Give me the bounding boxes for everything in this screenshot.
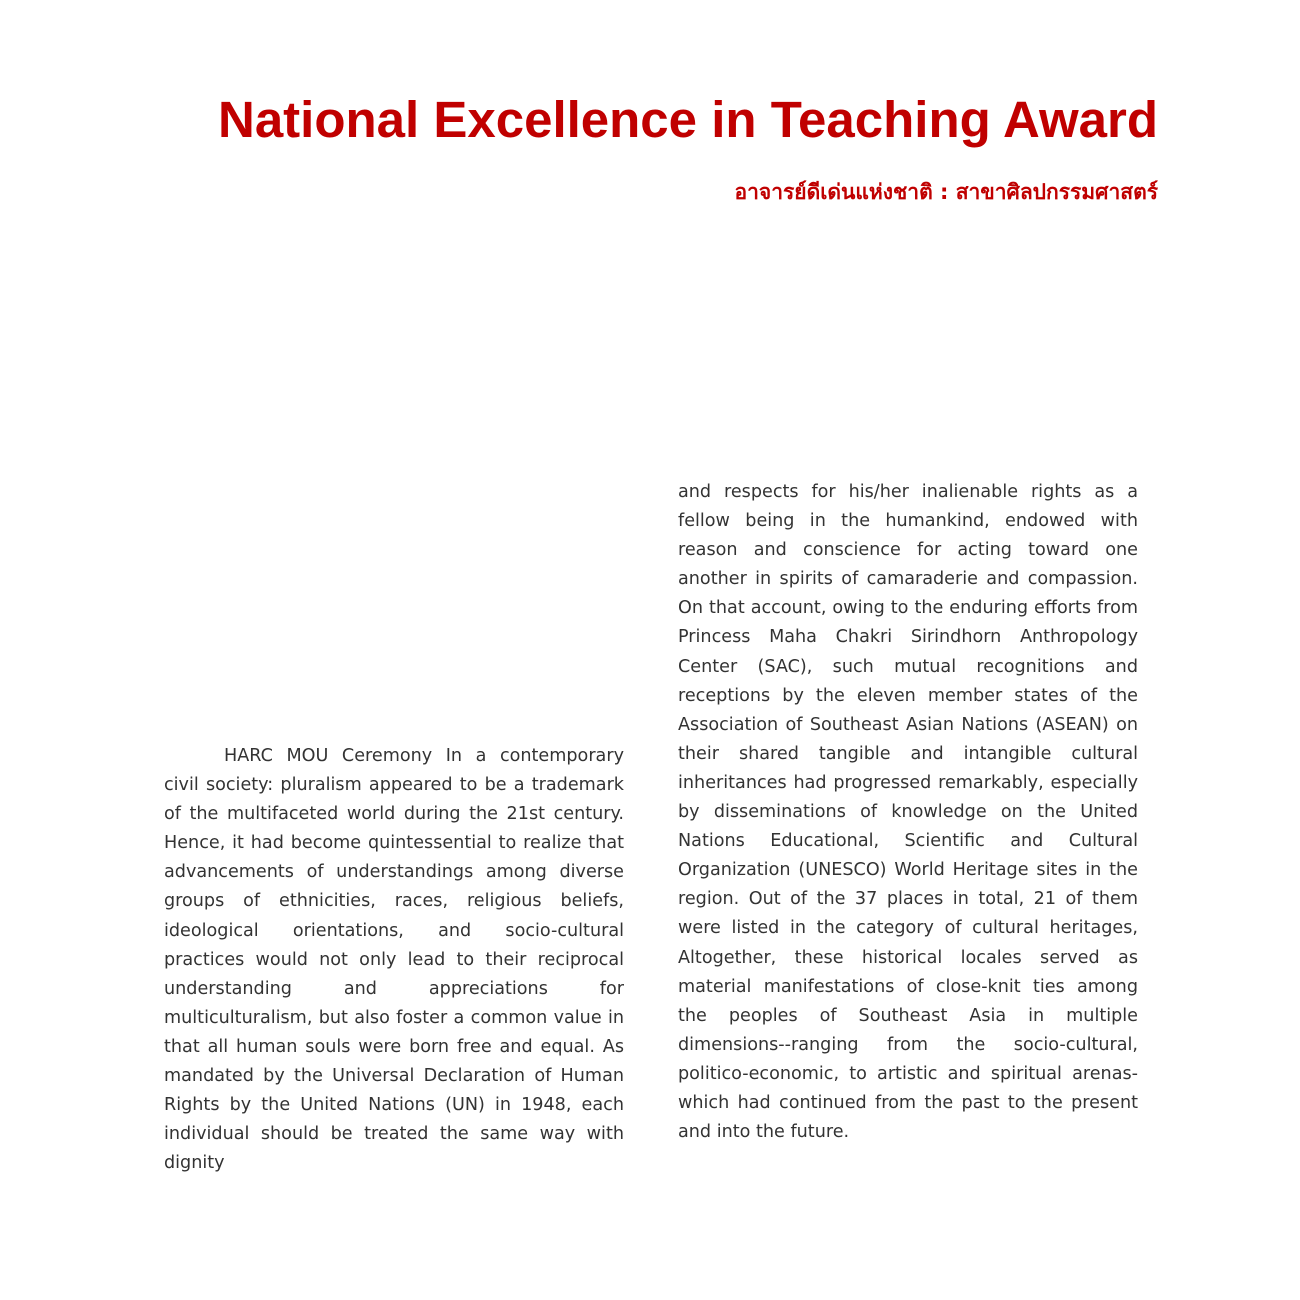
right-column	[678, 478, 1138, 1147]
left-column-paragraph: HARC MOU Ceremony In a contemporary civil society: pluralism appeared to be a trademark of the multifaceted world during the 21st century. Hence, it had become quintessential to realize that advancements of understandings among diverse groups of ethnicities, races, religious beliefs, ideological orientations, and socio-cultural practices would not only lead to their reciprocal understanding and appreciations for multiculturalism, but also foster a common value in that all human souls were born free and equal. As mandated by the Universal Declaration of Human Rights by the United Nations (UN) in 1948, each individual should be treated the same way with dignity	[164, 746, 624, 1174]
page-subtitle: อาจารย์ดีเด่นแห่งชาติ : สาขาศิลปกรรมศาสตร์	[734, 180, 1158, 204]
page-title: National Excellence in Teaching Award	[217, 91, 1158, 148]
right-column-paragraph: and respects for his/her inalienable rights as a fellow being in the humankind, endowed with reason and conscience for acting toward one another in spirits of camaraderie and compassion. On that account, owing to the enduring efforts from Princess Maha Chakri Sirindhorn Anthropology Center (SAC), such mutual recognitions and receptions by the eleven member states of the Association of Southeast Asian Nations (ASEAN) on their shared tangible and intangible cultural inheritances had progressed remarkably, especially by disseminations of knowledge on the United Nations Educational, Scientific and Cultural Organization (UNESCO) World Heritage sites in the region. Out of the 37 places in total, 21 of them were listed in the category of cultural heritages, Altogether, these historical locales served as material manifestations of close-knit ties among the peoples of Southeast Asia in multiple dimensions--ranging from the socio-cultural, politico-economic, to artistic and spiritual arenas-which had continued from the past to the present and into the future.	[678, 482, 1138, 1143]
